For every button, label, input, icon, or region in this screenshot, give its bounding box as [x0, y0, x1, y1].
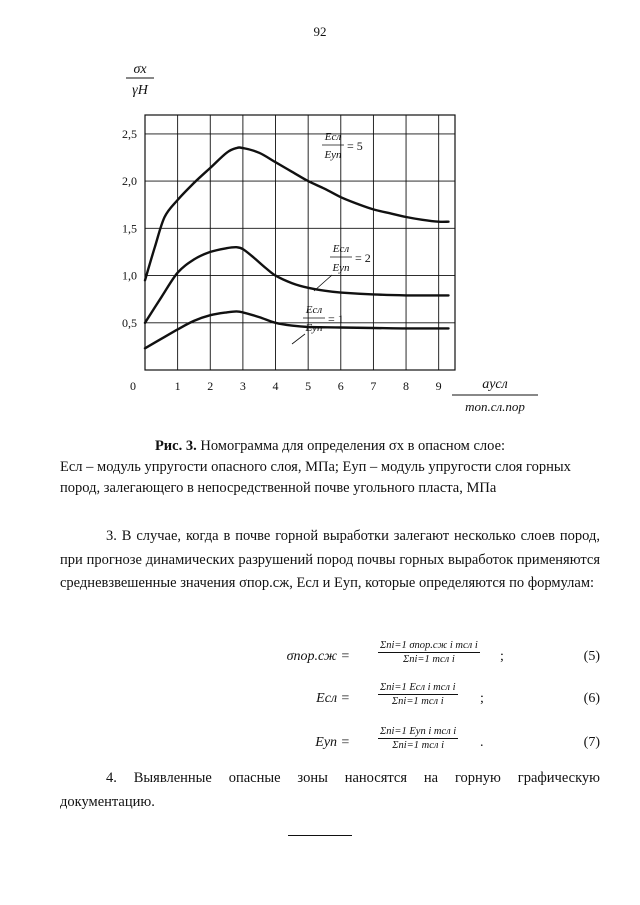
- x-tick-label: 3: [239, 379, 246, 393]
- x-tick-label: 5: [305, 379, 312, 393]
- y-tick-label: 1,0: [122, 268, 137, 283]
- formula-5-numerator: Σni=1 σпор.сж i mсл i: [380, 640, 478, 651]
- formula-7: [60, 726, 600, 762]
- curve-label-1: [303, 304, 344, 334]
- chart-grid: [145, 115, 455, 370]
- formula-7-number: (7): [583, 735, 600, 750]
- x-tick-label: 2: [207, 379, 214, 393]
- x-tick-label: 9: [435, 379, 442, 393]
- svg-text:Eсл: Eсл: [324, 131, 342, 143]
- svg-text:Eсл: Eсл: [332, 243, 350, 255]
- caption-figure-number: Рис. 3.: [154, 438, 197, 454]
- formula-6-denominator: Σni=1 mсл i: [391, 696, 444, 707]
- end-rule: [288, 835, 352, 836]
- svg-text:= 1: = 1: [328, 312, 344, 326]
- formula-6-lhs: Eсл =: [316, 691, 350, 706]
- y-tick-label: 0,5: [122, 315, 137, 330]
- x-tick-label: 4: [272, 379, 279, 393]
- x-tick-label: 6: [337, 379, 344, 393]
- x-tick-label: 8: [403, 379, 410, 393]
- nomogram-chart: [100, 55, 540, 425]
- svg-text:Eсл: Eсл: [305, 304, 323, 316]
- formula-5-denominator: Σni=1 mсл i: [403, 654, 455, 665]
- svg-text:= 5: = 5: [347, 139, 363, 153]
- curve-label-2-pointer: [314, 275, 332, 291]
- formula-7-lhs: Eуп =: [315, 735, 350, 750]
- x-tick-label: 7: [370, 379, 377, 393]
- curve-series-3: [145, 311, 449, 348]
- curve-label-2: [330, 243, 371, 274]
- caption-title: Номограмма для определения σx в опасном слое:: [196, 438, 506, 454]
- page-number: 92: [313, 24, 327, 39]
- curve-label-5: [322, 131, 363, 161]
- y-tick-label: 2,0: [122, 174, 137, 189]
- paragraph-4: 4. Выявленные опасные зоны наносятся на горную графическую документацию.: [60, 770, 600, 810]
- svg-text:Eуп: Eуп: [332, 262, 350, 274]
- y-axis-label-numerator: σx: [133, 62, 147, 77]
- curve-label-1-pointer: [292, 334, 305, 344]
- y-tick-label: 2,5: [122, 126, 137, 141]
- formula-6-number: (6): [583, 691, 600, 706]
- y-tick-label: 1,5: [122, 221, 137, 236]
- curve-series-2: [145, 247, 449, 323]
- y-axis-label-denominator: γH: [132, 83, 148, 98]
- formula-7-denominator: Σni=1 mсл i: [392, 740, 444, 751]
- svg-text:Eуп: Eуп: [324, 149, 342, 161]
- caption-description: Eсл – модуль упругости опасного слоя, МПа; Eуп – модуль упругости слоя горных пород, залегающего в непосредственной почве угольного пласта, МПа: [60, 459, 571, 496]
- x-axis-label-numerator: aусл: [482, 377, 508, 392]
- figure-caption: [60, 436, 600, 499]
- formula-5-number: (5): [583, 649, 600, 664]
- x-tick-label: 0: [130, 379, 136, 393]
- x-tick-label: 1: [174, 379, 181, 393]
- formula-6-numerator: Σni=1 Eсл i mсл i: [380, 682, 456, 693]
- x-axis-label-denominator: mоп.сл.пор: [465, 399, 525, 414]
- formula-6-tail: ;: [480, 691, 484, 706]
- formula-5-tail: ;: [500, 649, 504, 664]
- chart-curves: [145, 148, 449, 349]
- formula-6: [60, 682, 600, 718]
- formula-7-numerator: Σni=1 Eуп i mсл i: [380, 726, 457, 737]
- formula-5: [60, 640, 600, 676]
- formula-7-tail: .: [480, 735, 484, 750]
- plot-frame: [145, 115, 455, 370]
- svg-text:= 2: = 2: [355, 251, 371, 265]
- svg-text:Eуп: Eуп: [305, 322, 323, 334]
- paragraph-3: 3. В случае, когда в почве горной выработки залегают несколько слоев пород, при прогнозе динамических разрушений пород почвы горных выработок применяются средневзвешенные значения σпор.сж, Eсл и Eуп, которые определяются по формулам:: [60, 528, 600, 591]
- formula-5-lhs: σпор.сж =: [286, 649, 350, 664]
